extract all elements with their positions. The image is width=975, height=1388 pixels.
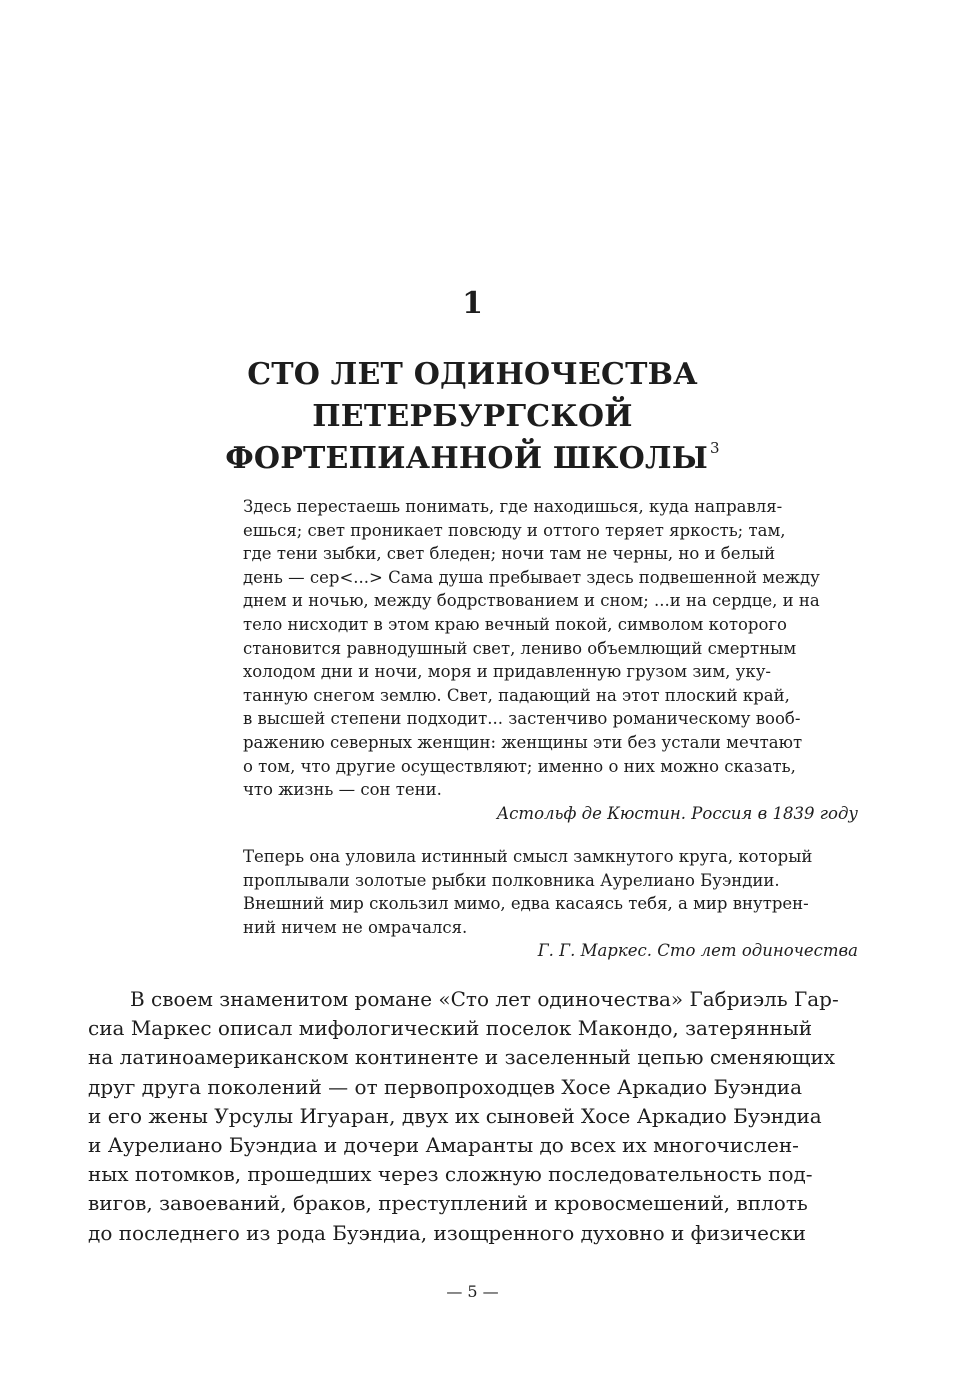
body-line: вигов, завоеваний, браков, преступлений и кровосмешений, вплоть bbox=[88, 1191, 808, 1216]
body-line: до последнего из рода Буэндиа, изощренного духовно и физически bbox=[88, 1220, 806, 1245]
epigraph-line: днем и ночью, между бодрствованием и сном; ...и на сердце, и на bbox=[243, 591, 820, 611]
chapter-title-line-last bbox=[0, 438, 945, 480]
epigraph-line: ражению северных женщин: женщины эти без устали мечтают bbox=[243, 732, 803, 752]
epigraph-line: танную снегом землю. Свет, падающий на этот плоский край, bbox=[243, 685, 790, 705]
epigraph-line: ешься; свет проникает повсюду и оттого теряет яркость; там, bbox=[243, 520, 786, 540]
epigraph-line: холодом дни и ночи, моря и придавленную грузом зим, уку- bbox=[243, 662, 771, 682]
epigraph-attribution: Астольф де Кюстин. Россия в 1839 году bbox=[496, 803, 858, 823]
chapter-number: 1 bbox=[462, 286, 483, 321]
footnote-mark: 3 bbox=[709, 439, 720, 457]
epigraph-line: тело нисходит в этом краю вечный покой, символом которого bbox=[243, 614, 787, 634]
epigraph-line: что жизнь — сон тени. bbox=[243, 780, 442, 800]
chapter-title-line: ПЕТЕРБУРГСКОЙ bbox=[312, 399, 633, 434]
epigraph-attribution: Г. Г. Маркес. Сто лет одиночества bbox=[537, 941, 858, 961]
body-line: ных потомков, прошедших через сложную последовательность под- bbox=[88, 1162, 813, 1187]
body-line: друг друга поколений — от первопроходцев Хосе Аркадио Буэндиа bbox=[88, 1074, 803, 1099]
epigraph-line: где тени зыбки, свет бледен; ночи там не черны, но и белый bbox=[243, 544, 776, 564]
body-paragraph bbox=[88, 985, 858, 1248]
body-line: и Аурелиано Буэндиа и дочери Амаранты до всех их многочислен- bbox=[88, 1132, 799, 1157]
chapter-title bbox=[0, 354, 945, 480]
page-number: — 5 — bbox=[446, 1282, 499, 1301]
body-line: В своем знаменитом романе «Сто лет одиночества» Габриэль Гар- bbox=[130, 987, 839, 1011]
epigraph-line: ний ничем не омрачался. bbox=[243, 917, 468, 937]
epigraph-line: проплывали золотые рыбки полковника Аурелиано Буэндии. bbox=[243, 870, 780, 890]
epigraph-custine bbox=[243, 495, 858, 826]
body-line: сиа Маркес описал мифологический поселок Макондо, затерянный bbox=[88, 1016, 813, 1041]
chapter-title-line: СТО ЛЕТ ОДИНОЧЕСТВА bbox=[247, 357, 698, 392]
epigraph-line: в высшей степени подходит... застенчиво романическому вооб- bbox=[243, 709, 801, 729]
epigraph-line: о том, что другие осуществляют; именно о них можно сказать, bbox=[243, 756, 796, 776]
epigraph-marquez bbox=[243, 845, 858, 963]
epigraph-line: Внешний мир скользил мимо, едва касаясь тебя, а мир внутрен- bbox=[243, 894, 809, 914]
epigraph-line: Теперь она уловила истинный смысл замкнутого круга, который bbox=[243, 847, 813, 866]
body-line: и его жены Урсулы Игуаран, двух их сыновей Хосе Аркадио Буэндиа bbox=[88, 1103, 822, 1128]
body-line: на латиноамериканском континенте и заселенный цепью сменяющих bbox=[88, 1045, 836, 1070]
epigraph-line: становится равнодушный свет, лениво объемлющий смертным bbox=[243, 638, 797, 658]
epigraph-line: день — сер<...> Сама душа пребывает здесь подвешенной между bbox=[243, 567, 820, 587]
epigraph-line: Здесь перестаешь понимать, где находишься, куда направля- bbox=[243, 497, 783, 516]
chapter-title-text: ФОРТЕПИАННОЙ ШКОЛЫ bbox=[225, 441, 708, 476]
